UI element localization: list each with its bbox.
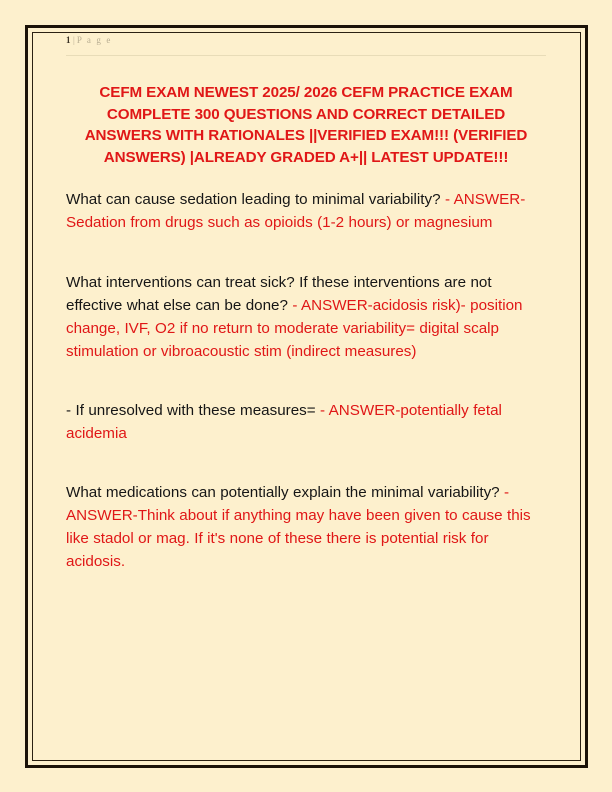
qa-block: [66, 271, 546, 363]
answer-text: - ANSWER-acidosis risk)- position change, IVF, O2 if no return to moderate variability= digital scalp stimulation or vibroacoustic stim (indirect measures): [66, 296, 523, 360]
document-title: CEFM EXAM NEWEST 2025/ 2026 CEFM PRACTICE EXAM COMPLETE 300 QUESTIONS AND CORRECT DETAILED ANSWERS WITH RATIONALES ||VERIFIED EXAM!!! (VERIFIED ANSWERS) |ALREADY GRADED A+|| LATEST UPDATE!!!: [84, 84, 528, 166]
answer-text: - ANSWER-Think about if anything may have been given to cause this like stadol or mag. If it's none of these there is potential risk for acidosis.: [66, 484, 531, 571]
qa-block: [66, 481, 546, 573]
page-number: 1: [66, 35, 71, 45]
qa-list: [66, 188, 546, 573]
page-content: [66, 30, 546, 573]
running-header: [66, 30, 546, 56]
question-text: What interventions can treat sick? If these interventions are not effective what else can be done?: [66, 273, 492, 314]
answer-text: - ANSWER-Sedation from drugs such as opioids (1-2 hours) or magnesium: [66, 191, 526, 232]
question-text: What medications can potentially explain the minimal variability?: [66, 484, 505, 502]
qa-block: [66, 188, 546, 234]
question-text: What can cause sedation leading to minimal variability?: [66, 191, 445, 209]
question-text: - If unresolved with these measures=: [66, 401, 321, 419]
page-label: P a g e: [76, 35, 112, 45]
qa-block: [66, 399, 546, 445]
answer-text: - ANSWER-potentially fetal acidemia: [66, 401, 502, 442]
header-separator: |: [73, 35, 75, 45]
